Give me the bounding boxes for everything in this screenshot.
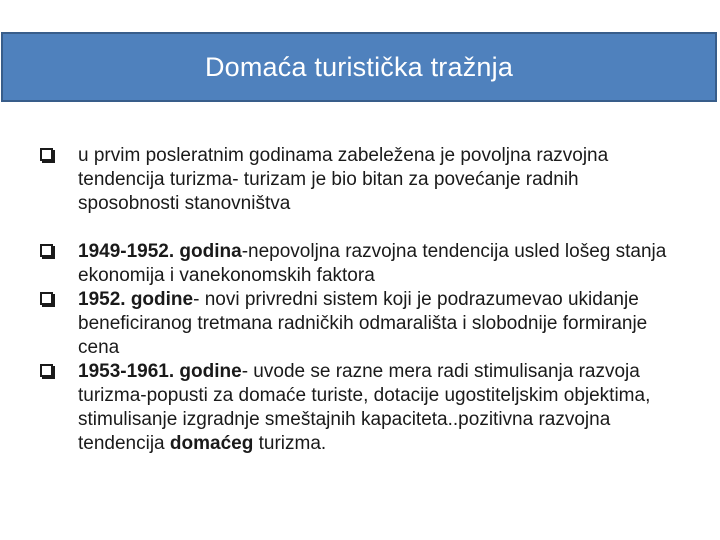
checkbox-bullet-icon <box>40 148 53 161</box>
bullet-item <box>40 288 680 360</box>
bullet-bold-prefix: 1949-1952. godina <box>78 241 242 262</box>
title-banner <box>1 32 717 102</box>
bullet-bold-word: domaćeg <box>169 433 254 454</box>
bullet-item <box>40 144 680 216</box>
slide-title: Domaća turistička tražnja <box>204 51 514 82</box>
bullet-suffix: turizma. <box>253 433 327 454</box>
bullet-item <box>40 360 680 456</box>
bullet-text: -nepovoljna razvojna tendencija usled lošeg stanja ekonomija i vanekonomskih faktora <box>78 241 667 286</box>
checkbox-bullet-icon <box>40 292 53 305</box>
bullet-item <box>40 240 680 288</box>
bullet-list <box>40 144 680 456</box>
bullet-text: - uvode se razne mera radi stimulisanja razvoja turizma-popusti za domaće turiste, dotacije ugostiteljskim objektima, stimulisanje izgradnje smeštajnih kapaciteta..pozitivna razvojna tendencija <box>78 361 651 454</box>
bullet-bold-prefix: 1952. godine <box>78 289 194 310</box>
checkbox-bullet-icon <box>40 364 53 377</box>
bullet-text: - novi privredni sistem koji je podrazumevao ukidanje beneficiranog tretmana radničkih odmarališta i slobodnije formiranje cena <box>78 289 648 358</box>
bullet-text: u prvim posleratnim godinama zabeležena je povoljna razvojna tendencija turizma- turizam je bio bitan za povećanje radnih sposobnosti stanovništva <box>78 145 609 214</box>
bullet-bold-prefix: 1953-1961. godine <box>78 361 242 382</box>
checkbox-bullet-icon <box>40 244 53 257</box>
